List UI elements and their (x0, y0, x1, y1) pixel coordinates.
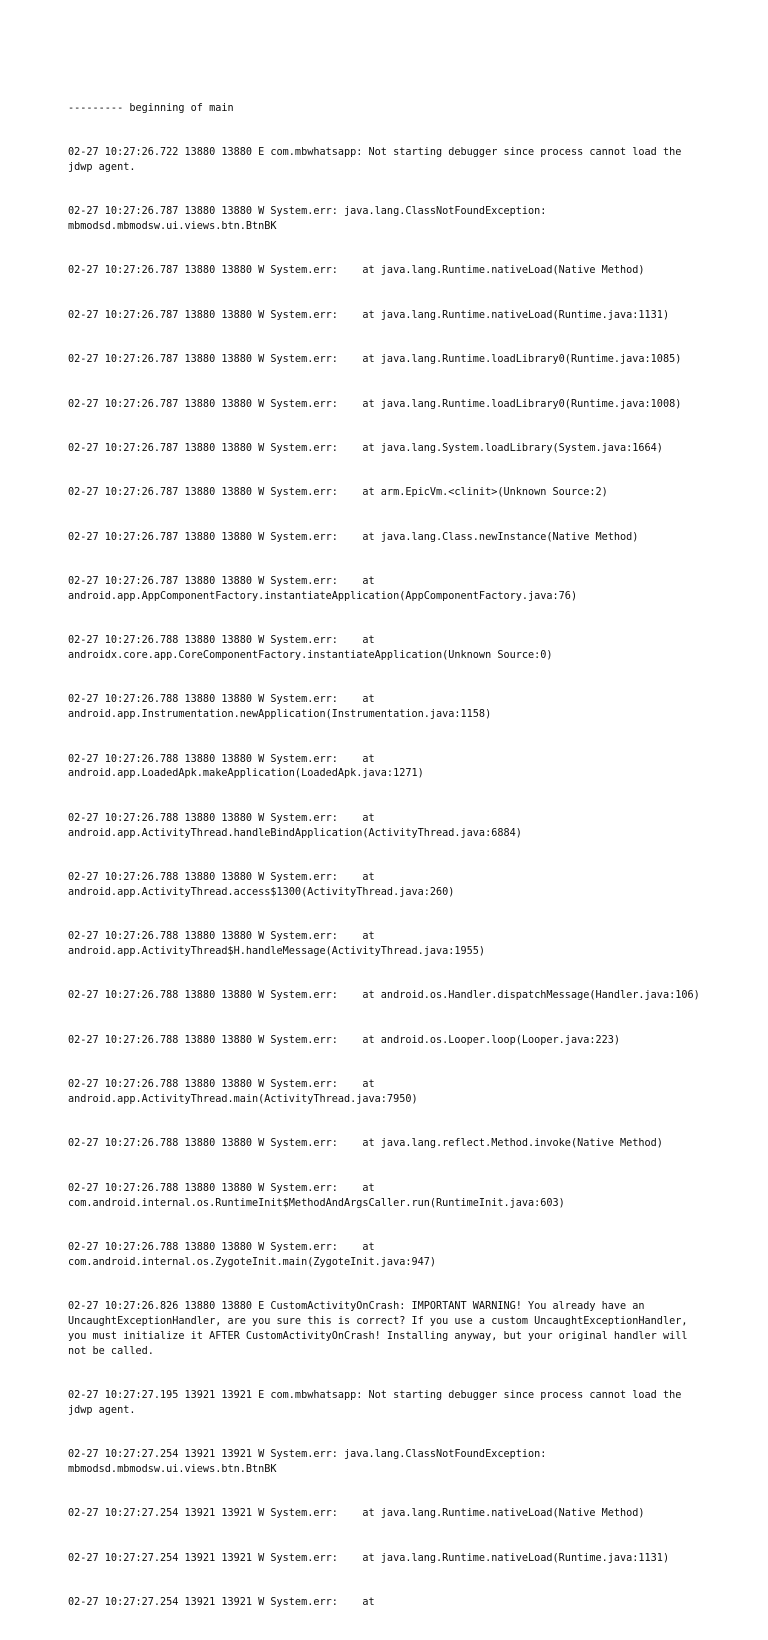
log-line: 02-27 10:27:26.787 13880 13880 W System.err: at arm.EpicVm.<clinit>(Unknown Source:2) (68, 487, 608, 499)
log-line: 02-27 10:27:26.787 13880 13880 W System.err: at android.app.AppComponentFactory.instantiateApplication(AppComponentFactory.java:76) (68, 576, 578, 602)
log-line: 02-27 10:27:26.787 13880 13880 W System.err: java.lang.ClassNotFoundException: mbmodsd.mbmodsw.ui.views.btn.BtnBK (68, 206, 553, 232)
log-line: 02-27 10:27:26.788 13880 13880 W System.err: at androidx.core.app.CoreComponentFactory.instantiateApplication(Unknown Source:0) (68, 635, 553, 662)
log-line: 02-27 10:27:26.788 13880 13880 W System.err: at android.app.ActivityThread.main(ActivityThread.java:7950) (68, 1079, 418, 1105)
log-line: 02-27 10:27:26.788 13880 13880 W System.err: at android.app.LoadedApk.makeApplication(LoadedApk.java:1271) (68, 753, 424, 780)
log-line: 02-27 10:27:26.787 13880 13880 W System.err: at java.lang.Runtime.loadLibrary0(Runtime.java:1085) (68, 354, 682, 366)
log-line: 02-27 10:27:26.787 13880 13880 W System.err: at java.lang.System.loadLibrary(System.java:1664) (68, 442, 663, 454)
log-line: 02-27 10:27:27.254 13921 13921 W System.err: at (68, 1597, 375, 1609)
log-line: 02-27 10:27:26.788 13880 13880 W System.err: at android.app.ActivityThread$H.handleMessage(ActivityThread.java:1955) (68, 931, 486, 958)
log-line: 02-27 10:27:27.254 13921 13921 W System.err: at java.lang.Runtime.nativeLoad(Runtime.java:1131) (68, 1552, 670, 1564)
log-line: 02-27 10:27:26.787 13880 13880 W System.err: at java.lang.Runtime.loadLibrary0(Runtime.java:1008) (68, 398, 682, 410)
logcat-output (68, 72, 702, 1640)
log-line: 02-27 10:27:26.787 13880 13880 W System.err: at java.lang.Runtime.nativeLoad(Native Method) (68, 265, 645, 277)
log-line: 02-27 10:27:26.722 13880 13880 E com.mbwhatsapp: Not starting debugger since process cannot load the jdwp agent. (68, 146, 688, 173)
log-line: 02-27 10:27:26.788 13880 13880 W System.err: at com.android.internal.os.RuntimeInit$MethodAndArgsCaller.run(RuntimeInit.java:603) (68, 1182, 565, 1209)
log-line: 02-27 10:27:26.787 13880 13880 W System.err: at java.lang.Runtime.nativeLoad(Runtime.java:1131) (68, 309, 670, 321)
log-line: 02-27 10:27:26.788 13880 13880 W System.err: at android.app.ActivityThread.handleBindApplication(ActivityThread.java:6884) (68, 812, 522, 839)
log-line: 02-27 10:27:26.788 13880 13880 W System.err: at com.android.internal.os.ZygoteInit.main(ZygoteInit.java:947) (68, 1241, 437, 1268)
log-line: 02-27 10:27:27.254 13921 13921 W System.err: java.lang.ClassNotFoundException: mbmodsd.mbmodsw.ui.views.btn.BtnBK (68, 1449, 553, 1475)
log-line: 02-27 10:27:26.788 13880 13880 W System.err: at android.os.Handler.dispatchMessage(Handler.java:106) (68, 990, 700, 1002)
log-line: --------- beginning of main (68, 102, 234, 114)
log-line: 02-27 10:27:26.788 13880 13880 W System.err: at android.os.Looper.loop(Looper.java:223) (68, 1034, 621, 1046)
log-line: 02-27 10:27:26.788 13880 13880 W System.err: at java.lang.reflect.Method.invoke(Native Method) (68, 1138, 663, 1150)
log-line: 02-27 10:27:26.788 13880 13880 W System.err: at android.app.ActivityThread.access$1300(ActivityThread.java:260) (68, 872, 455, 898)
log-line: 02-27 10:27:26.826 13880 13880 E CustomActivityOnCrash: IMPORTANT WARNING! You already have an UncaughtExceptionHandler, are you sure this is correct? If you use a custom UncaughtExceptionHandler, you must initialize it AFTER CustomActivityOnCrash! Installing anyway, but your original handler will not be called. (68, 1301, 694, 1357)
log-line: 02-27 10:27:26.788 13880 13880 W System.err: at android.app.Instrumentation.newApplication(Instrumentation.java:1158) (68, 694, 492, 721)
log-line: 02-27 10:27:27.195 13921 13921 E com.mbwhatsapp: Not starting debugger since process cannot load the jdwp agent. (68, 1389, 688, 1416)
log-line: 02-27 10:27:27.254 13921 13921 W System.err: at java.lang.Runtime.nativeLoad(Native Method) (68, 1508, 645, 1520)
log-line: 02-27 10:27:26.787 13880 13880 W System.err: at java.lang.Class.newInstance(Native Method) (68, 531, 639, 543)
